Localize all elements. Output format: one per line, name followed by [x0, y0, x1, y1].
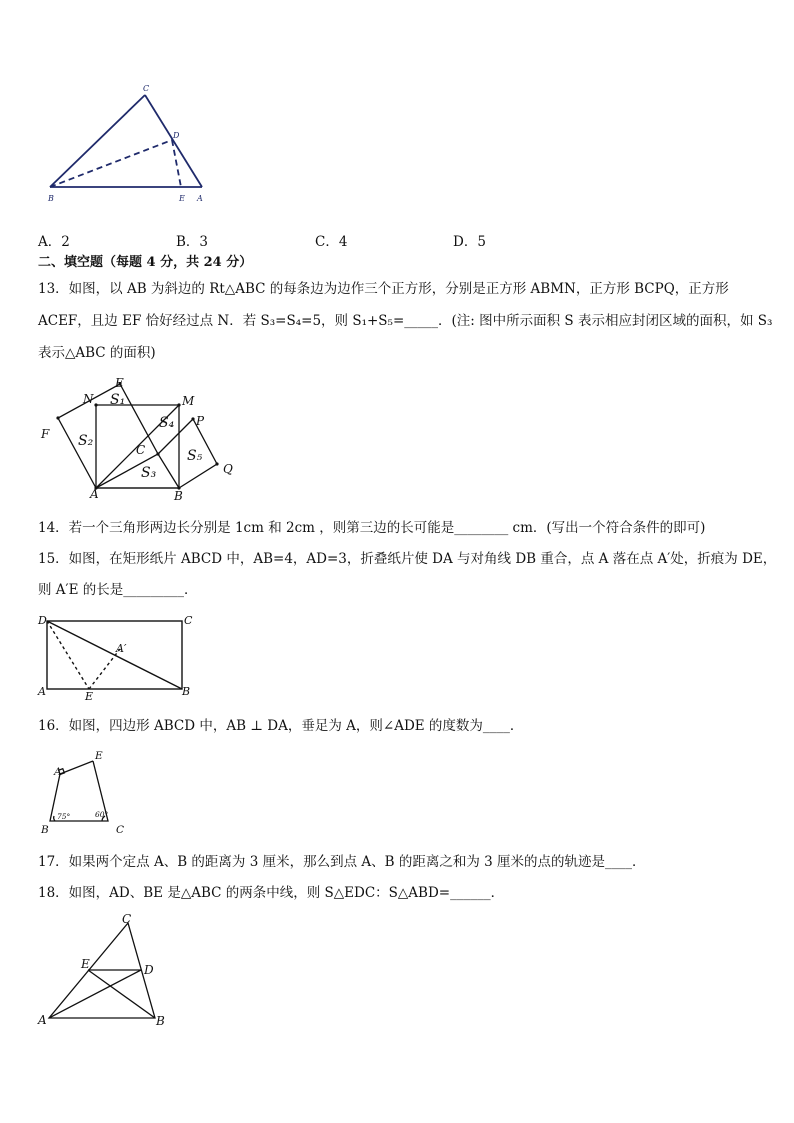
q17-text: 17．如果两个定点 A、B 的距离为 3 厘米，那么到点 A、B 的距离之和为 3 厘米的点的轨迹是____． [38, 854, 646, 870]
label-d: D [144, 963, 154, 977]
label-m: M [182, 394, 195, 408]
label-s4: S₄ [159, 415, 175, 431]
q16-text: 16．如图，四边形 ABCD 中，AB ⊥ DA，垂足为 A，则∠ADE 的度数为____． [38, 718, 524, 734]
label-e: E [95, 750, 103, 762]
option-b: B．3 [176, 234, 209, 250]
label-b: B [182, 685, 191, 698]
label-n: N [83, 392, 94, 406]
q15-line1: 15．如图，在矩形纸片 ABCD 中，AB=4，AD=3，折叠纸片使 DA 与对角线 DB 重合，点 A 落在点 A′处，折痕为 DE， [38, 551, 777, 567]
label-s1: S₁ [110, 392, 126, 408]
label-a: A [38, 685, 46, 698]
q16-figure [38, 746, 133, 836]
q15-line2: 则 A′E 的长是_________． [38, 582, 198, 598]
label-a: A [197, 194, 203, 203]
q15-figure [36, 612, 201, 702]
label-b: B [174, 489, 183, 502]
label-c: C [136, 443, 146, 457]
q13-line3: 表示△ABC 的面积) [38, 345, 156, 361]
label-a-prime: A′ [116, 642, 127, 655]
option-d: D．5 [453, 234, 486, 250]
label-d: D [38, 614, 47, 627]
q18-figure [35, 910, 175, 1030]
option-a: A．2 [38, 234, 70, 250]
q13-figure [38, 377, 243, 502]
q12-figure [40, 80, 215, 205]
label-a: A [90, 487, 99, 501]
q18-text: 18．如图，AD、BE 是△ABC 的两条中线，则 S△EDC：S△ABD=______． [38, 885, 505, 901]
label-s5: S₅ [187, 448, 203, 464]
section-heading: 二、填空题（每题 4 分，共 24 分） [38, 255, 253, 270]
label-c: C [184, 614, 193, 627]
label-a: A [54, 766, 62, 778]
label-b: B [156, 1014, 165, 1028]
q14-text: 14．若一个三角形两边长分别是 1cm 和 2cm ，则第三边的长可能是________ cm．(写出一个符合条件的即可) [38, 520, 706, 536]
label-c: C [143, 84, 150, 93]
label-c: C [122, 912, 132, 926]
label-e: E [179, 194, 185, 203]
label-c: C [116, 824, 125, 836]
label-q: Q [223, 462, 233, 476]
option-c: C．4 [315, 234, 348, 250]
label-a: A [38, 1013, 47, 1027]
label-e: E [85, 690, 94, 702]
label-b: B [48, 194, 54, 203]
angle-60: 60° [95, 810, 109, 819]
label-e: E [81, 957, 90, 971]
label-p: P [196, 414, 205, 428]
label-s2: S₂ [78, 433, 94, 449]
label-e: E [115, 377, 124, 390]
label-d: D [173, 131, 180, 140]
q13-line1: 13．如图，以 AB 为斜边的 Rt△ABC 的每条边为边作三个正方形，分别是正方形 ABMN，正方形 BCPQ，正方形 [38, 281, 729, 297]
label-f: F [41, 427, 50, 441]
q13-line2: ACEF，且边 EF 恰好经过点 N．若 S₃=S₄=5，则 S₁+S₅=_____．(注: 图中所示面积 S 表示相应封闭区域的面积，如 S₃ [38, 313, 773, 329]
label-s3: S₃ [141, 465, 157, 481]
angle-75: 75° [57, 812, 71, 821]
label-b: B [41, 824, 49, 836]
